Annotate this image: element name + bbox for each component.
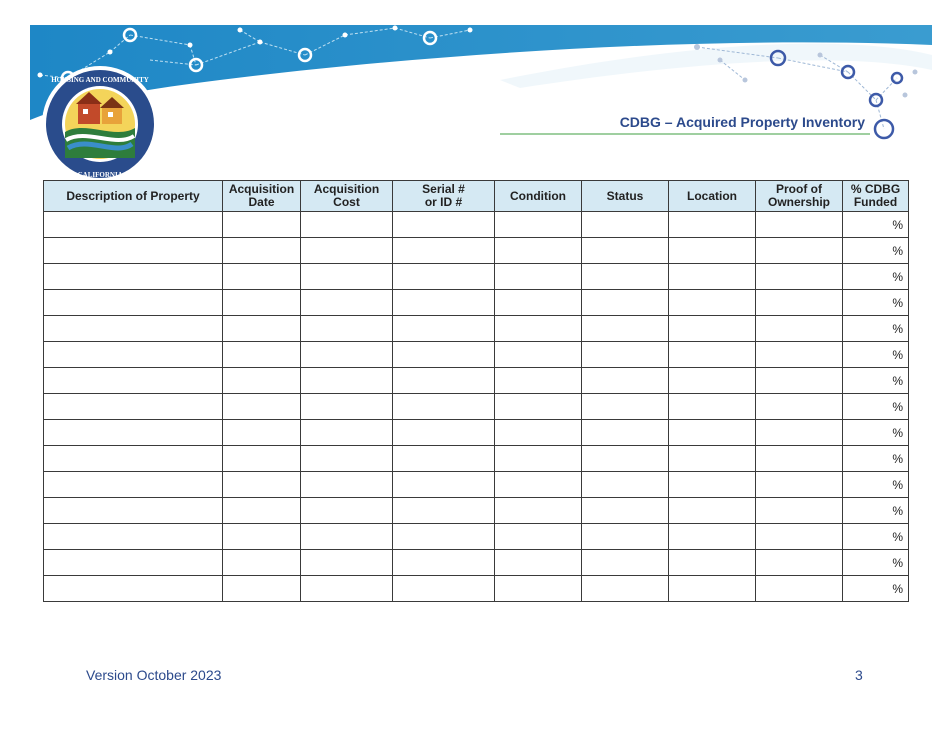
column-header: Acquisition Date <box>223 181 301 212</box>
footer-version: Version October 2023 <box>86 667 222 683</box>
table-cell[interactable] <box>223 290 301 316</box>
column-header: % CDBG Funded <box>843 181 909 212</box>
table-cell[interactable] <box>223 212 301 238</box>
table-cell[interactable] <box>582 550 669 576</box>
table-cell[interactable] <box>582 498 669 524</box>
svg-text:HOUSING AND COMMUNITY: HOUSING AND COMMUNITY <box>51 76 149 84</box>
table-cell[interactable] <box>756 316 843 342</box>
table-cell[interactable] <box>223 420 301 446</box>
table-cell[interactable] <box>669 498 756 524</box>
document-title: CDBG – Acquired Property Inventory <box>619 114 865 130</box>
percent-funded-cell[interactable]: % <box>843 576 909 602</box>
table-row <box>44 420 909 446</box>
table-cell[interactable] <box>393 524 495 550</box>
table-cell[interactable] <box>44 368 223 394</box>
table-cell[interactable] <box>44 498 223 524</box>
percent-funded-cell[interactable]: % <box>843 550 909 576</box>
table-cell[interactable] <box>495 576 582 602</box>
table-cell[interactable] <box>44 576 223 602</box>
table-row <box>44 290 909 316</box>
table-cell[interactable] <box>301 264 393 290</box>
table-row <box>44 472 909 498</box>
table-cell[interactable] <box>393 472 495 498</box>
table-cell[interactable] <box>393 290 495 316</box>
column-header: Condition <box>495 181 582 212</box>
table-cell[interactable] <box>301 524 393 550</box>
table-cell[interactable] <box>393 238 495 264</box>
table-cell[interactable] <box>301 290 393 316</box>
table-cell[interactable] <box>223 342 301 368</box>
table-cell[interactable] <box>393 550 495 576</box>
table-cell[interactable] <box>223 524 301 550</box>
percent-funded-cell[interactable]: % <box>843 238 909 264</box>
table-cell[interactable] <box>393 368 495 394</box>
table-row <box>44 238 909 264</box>
table-cell[interactable] <box>669 472 756 498</box>
percent-funded-cell[interactable]: % <box>843 342 909 368</box>
table-cell[interactable] <box>301 394 393 420</box>
table-cell[interactable] <box>393 264 495 290</box>
table-cell[interactable] <box>495 524 582 550</box>
table-cell[interactable] <box>582 342 669 368</box>
percent-funded-cell[interactable]: % <box>843 524 909 550</box>
column-header: Description of Property <box>44 181 223 212</box>
svg-text:• CALIFORNIA •: • CALIFORNIA • <box>73 171 127 179</box>
table-row <box>44 524 909 550</box>
table-cell[interactable] <box>223 394 301 420</box>
percent-funded-cell[interactable]: % <box>843 368 909 394</box>
table-cell[interactable] <box>223 446 301 472</box>
table-cell[interactable] <box>301 420 393 446</box>
table-cell[interactable] <box>669 446 756 472</box>
table-cell[interactable] <box>756 420 843 446</box>
table-cell[interactable] <box>669 394 756 420</box>
table-cell[interactable] <box>495 316 582 342</box>
table-cell[interactable] <box>582 524 669 550</box>
table-cell[interactable] <box>393 420 495 446</box>
table-cell[interactable] <box>669 342 756 368</box>
table-cell[interactable] <box>495 212 582 238</box>
table-cell[interactable] <box>495 550 582 576</box>
table-cell[interactable] <box>495 264 582 290</box>
table-cell[interactable] <box>669 550 756 576</box>
percent-funded-cell[interactable]: % <box>843 290 909 316</box>
table-cell[interactable] <box>301 238 393 264</box>
percent-funded-cell[interactable]: % <box>843 420 909 446</box>
table-cell[interactable] <box>44 212 223 238</box>
percent-funded-cell[interactable]: % <box>843 316 909 342</box>
table-cell[interactable] <box>669 290 756 316</box>
table-row <box>44 342 909 368</box>
table-cell[interactable] <box>223 498 301 524</box>
table-cell[interactable] <box>669 576 756 602</box>
table-cell[interactable] <box>301 368 393 394</box>
table-cell[interactable] <box>756 212 843 238</box>
table-cell[interactable] <box>582 394 669 420</box>
percent-funded-cell[interactable]: % <box>843 212 909 238</box>
table-cell[interactable] <box>756 238 843 264</box>
table-cell[interactable] <box>582 238 669 264</box>
table-cell[interactable] <box>756 498 843 524</box>
table-cell[interactable] <box>301 446 393 472</box>
table-cell[interactable] <box>669 212 756 238</box>
table-cell[interactable] <box>393 342 495 368</box>
column-header: Serial # or ID # <box>393 181 495 212</box>
table-cell[interactable] <box>44 420 223 446</box>
table-cell[interactable] <box>44 446 223 472</box>
table-cell[interactable] <box>44 316 223 342</box>
table-cell[interactable] <box>223 576 301 602</box>
table-cell[interactable] <box>495 420 582 446</box>
table-cell[interactable] <box>756 290 843 316</box>
table-cell[interactable] <box>582 316 669 342</box>
table-row <box>44 368 909 394</box>
table-cell[interactable] <box>756 550 843 576</box>
table-cell[interactable] <box>669 524 756 550</box>
column-header: Acquisition Cost <box>301 181 393 212</box>
table-row <box>44 212 909 238</box>
table-cell[interactable] <box>756 394 843 420</box>
table-cell[interactable] <box>223 550 301 576</box>
column-header: Status <box>582 181 669 212</box>
table-cell[interactable] <box>223 316 301 342</box>
table-cell[interactable] <box>44 394 223 420</box>
table-cell[interactable] <box>44 290 223 316</box>
column-header: Location <box>669 181 756 212</box>
table-cell[interactable] <box>223 368 301 394</box>
table-cell[interactable] <box>582 264 669 290</box>
table-cell[interactable] <box>756 472 843 498</box>
table-cell[interactable] <box>495 342 582 368</box>
table-cell[interactable] <box>582 576 669 602</box>
table-cell[interactable] <box>495 446 582 472</box>
table-cell[interactable] <box>301 212 393 238</box>
table-cell[interactable] <box>301 316 393 342</box>
table-cell[interactable] <box>44 342 223 368</box>
table-cell[interactable] <box>393 446 495 472</box>
table-cell[interactable] <box>44 238 223 264</box>
table-row <box>44 446 909 472</box>
table-row <box>44 264 909 290</box>
table-cell[interactable] <box>582 368 669 394</box>
table-cell[interactable] <box>301 550 393 576</box>
page-number: 3 <box>855 667 863 683</box>
table-cell[interactable] <box>495 368 582 394</box>
inventory-table <box>43 180 909 602</box>
table-cell[interactable] <box>582 420 669 446</box>
hcd-seal-logo <box>30 62 170 186</box>
table-cell[interactable] <box>669 420 756 446</box>
table-cell[interactable] <box>756 368 843 394</box>
table-row <box>44 316 909 342</box>
table-cell[interactable] <box>44 264 223 290</box>
table-cell[interactable] <box>756 446 843 472</box>
table-cell[interactable] <box>223 238 301 264</box>
table-cell[interactable] <box>44 472 223 498</box>
table-cell[interactable] <box>756 264 843 290</box>
table-cell[interactable] <box>756 524 843 550</box>
table-row <box>44 498 909 524</box>
percent-funded-cell[interactable]: % <box>843 264 909 290</box>
table-cell[interactable] <box>44 550 223 576</box>
table-cell[interactable] <box>669 316 756 342</box>
table-cell[interactable] <box>756 342 843 368</box>
table-cell[interactable] <box>582 472 669 498</box>
table-row <box>44 394 909 420</box>
table-cell[interactable] <box>301 342 393 368</box>
table-header-row <box>44 181 909 212</box>
table-cell[interactable] <box>495 472 582 498</box>
column-header: Proof of Ownership <box>756 181 843 212</box>
table-cell[interactable] <box>301 472 393 498</box>
table-row <box>44 550 909 576</box>
table-cell[interactable] <box>495 238 582 264</box>
table-cell[interactable] <box>669 238 756 264</box>
table-cell[interactable] <box>582 290 669 316</box>
percent-funded-cell[interactable]: % <box>843 472 909 498</box>
percent-funded-cell[interactable]: % <box>843 446 909 472</box>
table-cell[interactable] <box>223 264 301 290</box>
table-body <box>44 212 909 602</box>
percent-funded-cell[interactable]: % <box>843 394 909 420</box>
table-cell[interactable] <box>393 212 495 238</box>
table-cell[interactable] <box>582 446 669 472</box>
table-cell[interactable] <box>495 290 582 316</box>
table-cell[interactable] <box>301 498 393 524</box>
table-cell[interactable] <box>393 316 495 342</box>
table-cell[interactable] <box>223 472 301 498</box>
table-cell[interactable] <box>301 576 393 602</box>
table-row <box>44 576 909 602</box>
table-cell[interactable] <box>669 264 756 290</box>
table-cell[interactable] <box>669 368 756 394</box>
table-cell[interactable] <box>393 576 495 602</box>
table-cell[interactable] <box>393 394 495 420</box>
table-cell[interactable] <box>582 212 669 238</box>
table-cell[interactable] <box>756 576 843 602</box>
percent-funded-cell[interactable]: % <box>843 498 909 524</box>
table-cell[interactable] <box>44 524 223 550</box>
table-cell[interactable] <box>393 498 495 524</box>
table-cell[interactable] <box>495 498 582 524</box>
table-cell[interactable] <box>495 394 582 420</box>
